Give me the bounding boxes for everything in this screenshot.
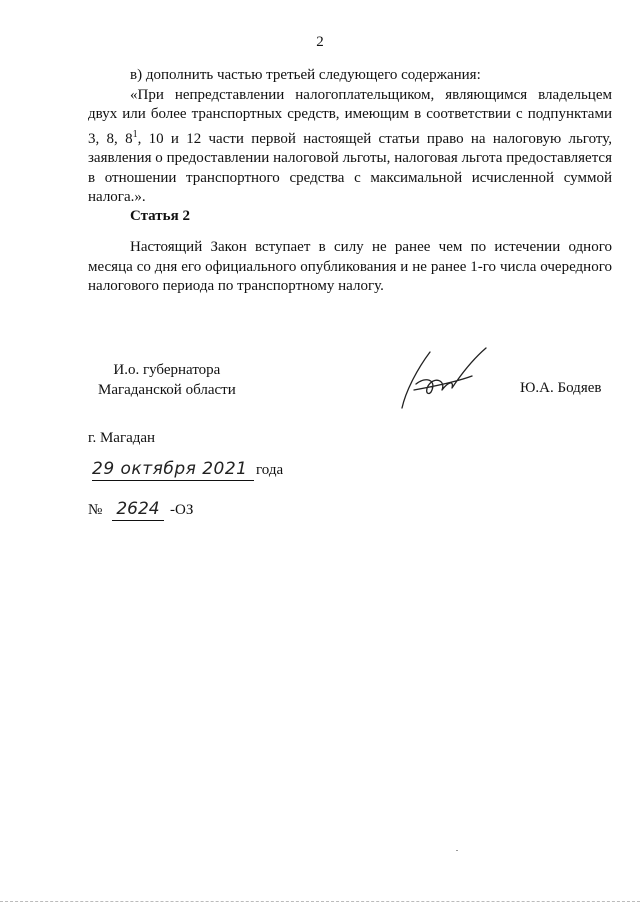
number-sign: № [88,502,103,518]
paragraph-entry-into-force: Настоящий Закон вступает в силу не ранее чем по истечении одного месяца со дня его официального опубликования и не ранее 1-го числа очередного налогового периода по транспортному налогу. [88,239,612,294]
law-number [88,498,288,526]
article-2-heading: Статья 2 [130,208,190,224]
signatory-name: Ю.А. Бодяев [520,380,602,396]
handwritten-law-number: 2624 [112,498,164,521]
date-suffix: года [256,462,284,478]
amendment-text-part-1: «При непредставлении налогоплательщиком, являющимся владельцем двух или более транспортных средств, имеющим в соответствии с подпунктами 3, 8, 8 [88,86,612,147]
amendment-text-part-2: , 10 и 12 части первой настоящей статьи право на налоговую льготу, заявления о предоставлении налоговой льготы, налоговая льгота предоставляется в отношении транспортного средства с максимальной исчисленной суммой налога.». [88,130,612,205]
scan-bottom-edge [0,901,640,903]
place-of-signing: г. Магадан [88,430,156,446]
handwritten-signature [396,346,492,416]
article-2-body [88,238,612,297]
handwritten-date: 29 октября 2021 [92,458,254,481]
date-of-signing [88,458,308,488]
signatory-position [98,360,236,400]
article-1-amendment [88,66,612,208]
law-number-suffix: -ОЗ [170,502,194,518]
page-number: 2 [316,34,324,50]
paragraph-amendment-text [88,86,612,208]
superscript: 1 [132,128,138,140]
signatory-position-line-1: И.о. губернатора [113,362,221,378]
paragraph-amendment-intro: в) дополнить частью третьей следующего содержания: [130,67,481,83]
signatory-position-line-2: Магаданской области [98,382,236,398]
scan-speck [456,850,458,851]
